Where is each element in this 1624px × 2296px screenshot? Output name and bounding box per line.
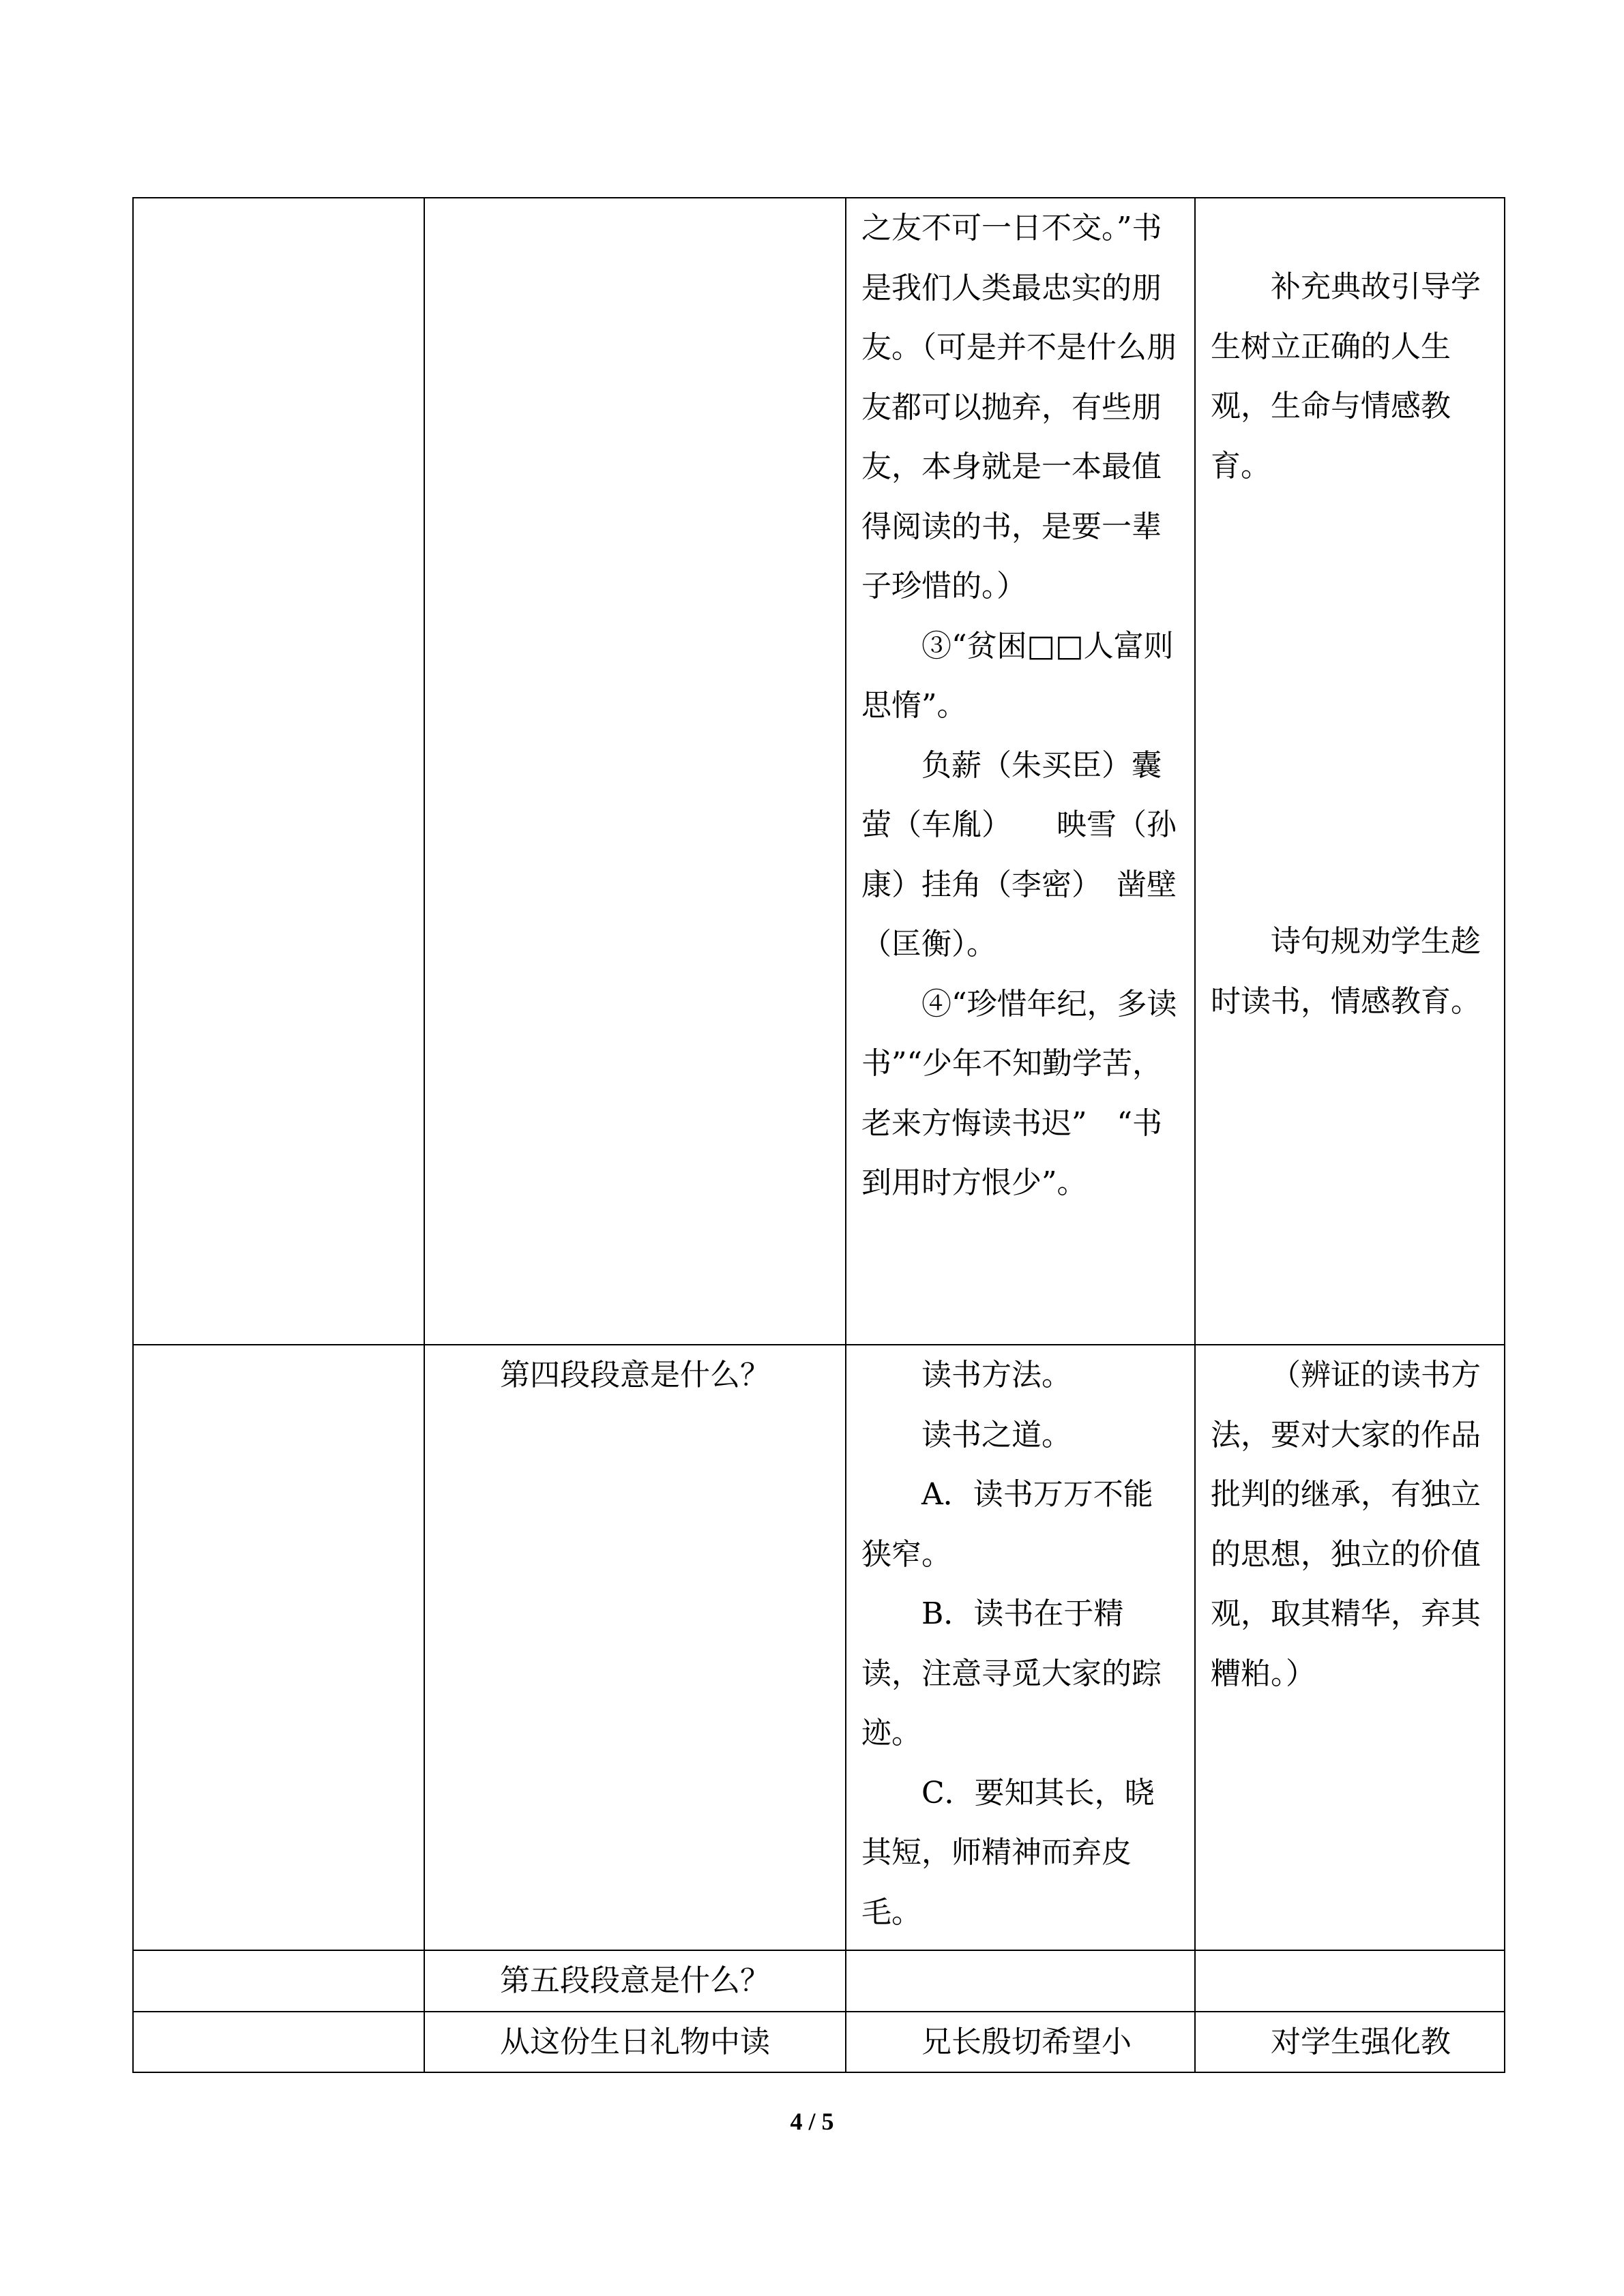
cell-paragraph: 从这份生日礼物中读 bbox=[500, 2024, 770, 2059]
cell-paragraph: B．读书在于精读，注意寻觅大家的踪迹。 bbox=[861, 1596, 1162, 1750]
table-cell-stage bbox=[133, 198, 424, 1345]
cell-paragraph: 补充典故引导学生树立正确的人生观，生命与情感教育。 bbox=[1211, 269, 1481, 483]
table-cell-design-intent bbox=[1195, 1950, 1505, 2012]
cell-paragraph: 读书方法。 bbox=[921, 1358, 1072, 1392]
cell-paragraph: 对学生强化教 bbox=[1271, 2024, 1451, 2059]
cell-paragraph: 诗句规劝学生趁时读书，情感教育。 bbox=[1211, 924, 1481, 1019]
cell-paragraph: A．读书万万不能狭窄。 bbox=[861, 1477, 1153, 1572]
table-cell-student-activity bbox=[846, 1345, 1195, 1950]
table-cell-design-intent bbox=[1195, 2012, 1505, 2073]
table-row bbox=[133, 1950, 1505, 2012]
cell-paragraph: 兄长殷切希望小 bbox=[921, 2024, 1132, 2059]
cell-paragraph: 负薪（朱买臣）囊萤（车胤） 映雪（孙康）挂角（李密） 凿壁（匡衡）。 bbox=[861, 747, 1177, 961]
cell-paragraph: 读书之道。 bbox=[921, 1417, 1072, 1452]
cell-paragraph: （辨证的读书方法，要对大家的作品批判的继承，有独立的思想，独立的价值观，取其精华，弃其糟粕。） bbox=[1211, 1358, 1481, 1691]
table-cell-student-activity bbox=[846, 198, 1195, 1345]
table-cell-student-activity bbox=[846, 1950, 1195, 2012]
table-cell-design-intent bbox=[1195, 198, 1505, 1345]
cell-paragraph: C．要知其长，晓其短，师精神而弃皮毛。 bbox=[861, 1775, 1155, 1930]
table-cell-teacher-activity bbox=[424, 1950, 846, 2012]
page-number: 4 / 5 bbox=[790, 2108, 834, 2135]
table-cell-design-intent bbox=[1195, 1345, 1505, 1950]
table-cell-teacher-activity bbox=[424, 198, 846, 1345]
table-cell-teacher-activity bbox=[424, 1345, 846, 1950]
cell-paragraph: 之友不可一日不交。”书是我们人类最忠实的朋友。（可是并不是什么朋友都可以抛弃，有些朋友，本身就是一本最值得阅读的书，是要一辈子珍惜的。） bbox=[861, 211, 1177, 603]
table-row bbox=[133, 2012, 1505, 2073]
table-row bbox=[133, 198, 1505, 1345]
table-cell-teacher-activity bbox=[424, 2012, 846, 2073]
table-row bbox=[133, 1345, 1505, 1950]
table-cell-stage bbox=[133, 1345, 424, 1950]
table-cell-stage bbox=[133, 2012, 424, 2073]
cell-paragraph: 第五段段意是什么？ bbox=[500, 1963, 770, 1998]
lesson-plan-table bbox=[132, 197, 1505, 2073]
cell-paragraph: ④“珍惜年纪，多读书”“少年不知勤学苦，老来方悔读书迟” “书到用时方恨少”。 bbox=[861, 986, 1177, 1200]
table-cell-student-activity bbox=[846, 2012, 1195, 2073]
table-cell-stage bbox=[133, 1950, 424, 2012]
cell-paragraph: 第四段段意是什么？ bbox=[500, 1358, 770, 1392]
cell-paragraph: ③“贫困□□人富则思惰”。 bbox=[861, 628, 1174, 723]
